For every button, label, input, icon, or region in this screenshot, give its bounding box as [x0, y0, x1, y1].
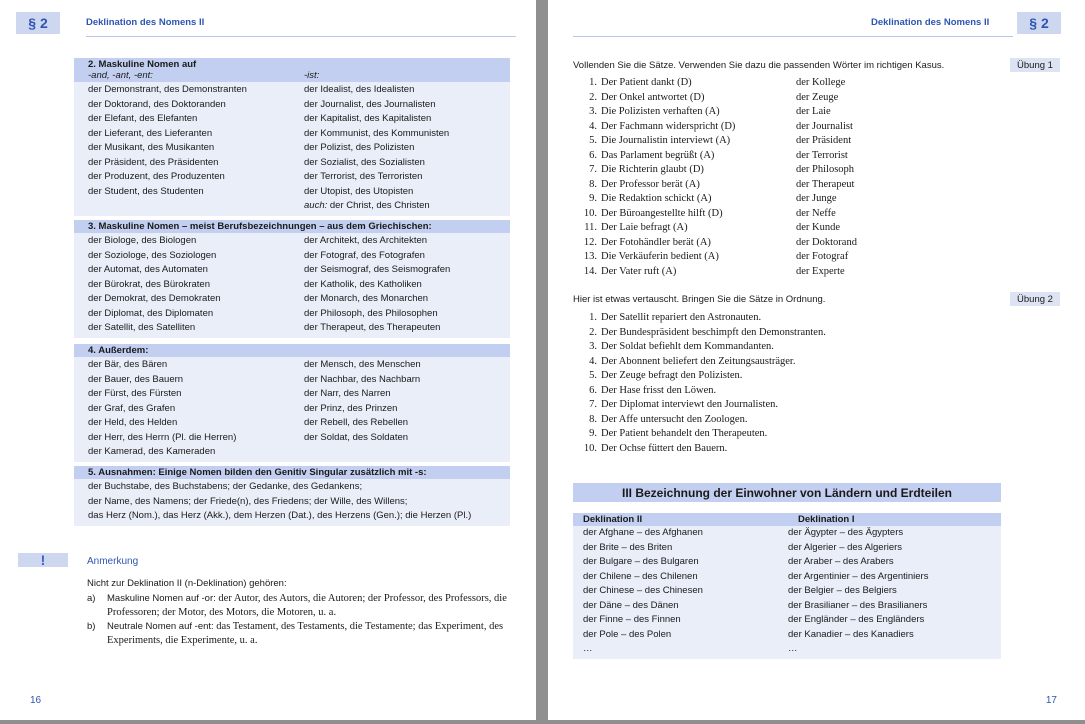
noun-right: der Philosoph, des Philosophen [304, 307, 438, 319]
table-row [573, 628, 1001, 643]
item-number: 11. [584, 222, 597, 233]
noun-left: der Bär, des Bären [88, 359, 168, 370]
noun-right: der Rebell, des Rebellen [304, 417, 409, 428]
item-sentence: Der Abonnent beliefert den Zeitungsausträger. [601, 355, 796, 367]
item-word: der Doktorand [796, 236, 857, 248]
item-word: der Zeuge [796, 91, 839, 103]
exercise-item [573, 413, 1013, 428]
item-number: 4. [589, 355, 597, 367]
noun-row [74, 307, 510, 322]
item-sentence: Die Verkäuferin bedient (A) [601, 251, 719, 262]
noun-row [74, 234, 510, 249]
item-number: 8. [589, 178, 597, 190]
table-row [573, 584, 1001, 599]
item-number: 8. [589, 413, 597, 425]
exercise-item [573, 178, 1013, 193]
item-number: 6. [589, 149, 597, 161]
item-sentence: Der Laie befragt (A) [601, 222, 688, 233]
noun-left: der Lieferant, des Lieferanten [88, 127, 213, 139]
block-greek-professions [74, 220, 510, 338]
item-word: der Experte [796, 265, 845, 277]
noun-right: der Idealist, des Idealisten [304, 84, 415, 95]
item-word: der Journalist [796, 120, 853, 132]
noun-left: der Student, des Studenten [88, 185, 204, 197]
block-body [74, 479, 510, 526]
block-heading [74, 58, 510, 82]
item-sentence: Das Parlament begrüßt (A) [601, 149, 715, 161]
header-rule [573, 36, 1013, 37]
block-heading: 3. Maskuline Nomen – meist Berufsbezeichnungen – aus dem Griechischen: [74, 220, 510, 233]
item-sentence: Die Journalistin interviewt (A) [601, 135, 731, 146]
exception-line: der Name, des Namens; der Friede(n), des Friedens; der Wille, des Willens; [88, 495, 408, 507]
exclamation-icon [18, 553, 68, 567]
exercise-2-instruction: Hier ist etwas vertauscht. Bringen Sie die Sätze in Ordnung. [573, 294, 826, 305]
exercise-item [573, 398, 1013, 413]
table-row [573, 555, 1001, 570]
exercise-item [573, 76, 1013, 91]
noun-left: der Fürst, des Fürsten [88, 388, 182, 399]
exercise-item [573, 236, 1013, 251]
noun-left: der Elefant, des Elefanten [88, 113, 198, 124]
item-sentence: Der Büroangestellte hilft (D) [601, 207, 723, 219]
item-sentence: Der Hase frisst den Löwen. [601, 384, 717, 396]
cell-dekl-2: der Afghane – des Afghanen [583, 527, 703, 538]
item-word: der Neffe [796, 207, 836, 219]
noun-row [74, 321, 510, 336]
noun-row [74, 387, 510, 402]
noun-row [74, 199, 510, 214]
cell-dekl-1: der Engländer – des Engländers [788, 614, 925, 625]
noun-row [74, 358, 510, 373]
noun-left: der Soziologe, des Soziologen [88, 249, 217, 261]
noun-left: der Herr, des Herrn (Pl. die Herren) [88, 431, 237, 443]
item-sentence: Der Diplomat interviewt den Journalisten. [601, 399, 778, 410]
sub-heading-right: -ist: [304, 70, 320, 81]
noun-left: der Präsident, des Präsidenten [88, 156, 219, 168]
exercise-1-label: Übung 1 [1010, 58, 1060, 72]
noun-right: der Polizist, des Polizisten [304, 142, 415, 153]
noun-left: der Satellit, des Satelliten [88, 322, 196, 333]
noun-left: der Musikant, des Musikanten [88, 142, 215, 153]
item-number: 2. [589, 91, 597, 103]
item-number: 12. [583, 236, 597, 248]
noun-row [74, 98, 510, 113]
noun-left: der Diplomat, des Diplomaten [88, 307, 214, 319]
noun-row [74, 249, 510, 264]
item-word: der Therapeut [796, 178, 855, 190]
item-number: 5. [589, 370, 597, 381]
item-number: 1. [589, 77, 597, 88]
noun-right: der Mensch, des Menschen [304, 359, 421, 370]
noun-row [74, 445, 510, 460]
note-item-label: a) [87, 593, 96, 604]
noun-right: der Prinz, des Prinzen [304, 402, 398, 414]
noun-right: der Therapeut, des Therapeuten [304, 322, 441, 333]
item-sentence: Die Richterin glaubt (D) [601, 164, 704, 175]
noun-left: der Doktorand, des Doktoranden [88, 98, 226, 110]
block-body [74, 82, 510, 216]
block-heading: 5. Ausnahmen: Einige Nomen bilden den Genitiv Singular zusätzlich mit -s: [74, 466, 510, 479]
item-sentence: Der Zeuge befragt den Polizisten. [601, 370, 743, 381]
noun-right: der Narr, des Narren [304, 388, 391, 399]
exercise-1-list [573, 76, 1013, 279]
noun-right: der Architekt, des Architekten [304, 235, 428, 246]
block-ausnahmen [74, 466, 510, 526]
cell-dekl-2: der Bulgare – des Bulgaren [583, 556, 699, 567]
item-word: der Philosoph [796, 164, 855, 175]
item-word: der Fotograf [796, 251, 849, 262]
note-item-a [87, 592, 517, 620]
inhabitants-table [573, 513, 1001, 659]
exercise-item [573, 207, 1013, 222]
table-row [573, 526, 1001, 541]
noun-right: der Kapitalist, des Kapitalisten [304, 113, 432, 124]
item-sentence: Der Patient behandelt den Therapeuten. [601, 428, 768, 439]
noun-left: der Produzent, des Produzenten [88, 171, 225, 182]
note-item-label: b) [87, 621, 96, 632]
exercise-item [573, 221, 1013, 236]
exercise-item [573, 192, 1013, 207]
item-word: der Kollege [796, 77, 846, 88]
section-badge: § 2 [1017, 12, 1061, 34]
noun-left: der Bürokrat, des Bürokraten [88, 278, 210, 290]
running-title: Deklination des Nomens II [86, 17, 205, 28]
item-sentence: Der Fachmann widerspricht (D) [601, 120, 736, 132]
table-header [573, 513, 1001, 526]
exercise-item [573, 163, 1013, 178]
noun-row [74, 112, 510, 127]
item-number: 7. [589, 164, 597, 175]
exercise-item [573, 105, 1013, 120]
right-page [548, 0, 1085, 720]
cell-dekl-2: der Brite – des Briten [583, 541, 673, 553]
noun-right: der Nachbar, des Nachbarn [304, 373, 421, 385]
section-badge: § 2 [16, 12, 60, 34]
cell-dekl-2: der Däne – des Dänen [583, 599, 679, 611]
item-number: 10. [583, 207, 597, 219]
item-sentence: Die Polizisten verhaften (A) [601, 106, 720, 117]
noun-right: der Kommunist, des Kommunisten [304, 127, 450, 139]
page-number: 16 [30, 695, 42, 706]
noun-row [74, 156, 510, 171]
noun-left: der Biologe, des Biologen [88, 235, 197, 246]
item-sentence: Der Satellit repariert den Astronauten. [601, 312, 762, 323]
table-row [573, 613, 1001, 628]
noun-row [74, 127, 510, 142]
note-item-b [87, 620, 517, 648]
item-word: der Junge [796, 193, 837, 204]
cell-dekl-1: der Ägypter – des Ägypters [788, 527, 904, 538]
noun-left: der Automat, des Automaten [88, 264, 208, 275]
sub-heading-left: -and, -ant, -ent: [88, 70, 153, 81]
exercise-1-instruction: Vollenden Sie die Sätze. Verwenden Sie dazu die passenden Wörter im richtigen Kasus. [573, 60, 945, 71]
column-header: Deklination II [583, 514, 643, 525]
noun-row [74, 431, 510, 446]
noun-right: der Katholik, des Katholiken [304, 278, 422, 290]
table-body [573, 526, 1001, 659]
cell-dekl-2: der Finne – des Finnen [583, 614, 681, 625]
exercise-item [573, 265, 1013, 280]
noun-right: der Utopist, des Utopisten [304, 185, 414, 197]
block-body [74, 357, 510, 462]
item-number: 9. [589, 193, 597, 204]
noun-right: der Sozialist, des Sozialisten [304, 156, 425, 168]
note-lead: Nicht zur Deklination II (n-Deklination) gehören: [87, 578, 287, 589]
noun-right: der Seismograf, des Seismografen [304, 264, 451, 275]
item-number: 2. [589, 326, 597, 338]
cell-dekl-2: der Pole – des Polen [583, 628, 672, 640]
block-body [74, 233, 510, 338]
exercise-item [573, 91, 1013, 106]
noun-row [74, 83, 510, 98]
noun-right [304, 445, 496, 460]
exercise-2-list [573, 311, 1013, 456]
exercise-item [573, 384, 1013, 399]
exercise-2-label: Übung 2 [1010, 292, 1060, 306]
noun-left: der Demonstrant, des Demonstranten [88, 84, 247, 95]
cell-dekl-1: der Brasilianer – des Brasilianers [788, 599, 928, 611]
running-title: Deklination des Nomens II [871, 17, 990, 28]
table-row [573, 599, 1001, 614]
item-number: 3. [589, 106, 597, 117]
table-row [573, 570, 1001, 585]
left-page [0, 0, 536, 720]
exercise-item [573, 326, 1013, 341]
noun-row [74, 185, 510, 200]
item-number: 13. [583, 251, 597, 262]
noun-row [74, 141, 510, 156]
item-word: der Präsident [796, 135, 852, 146]
item-number: 3. [589, 341, 597, 352]
note-item-key: Neutrale Nomen auf -ent: [107, 621, 214, 632]
cell-dekl-2: der Chilene – des Chilenen [583, 570, 698, 582]
exercise-item [573, 250, 1013, 265]
cell-dekl-1: der Argentinier – des Argentiniers [788, 570, 929, 582]
item-number: 10. [583, 442, 597, 454]
item-number: 1. [589, 312, 597, 323]
item-sentence: Die Redaktion schickt (A) [601, 193, 712, 204]
exercise-item [573, 134, 1013, 149]
note-item-key: Maskuline Nomen auf -or: [107, 593, 216, 604]
section-3-heading: III Bezeichnung der Einwohner von Ländern und Erdteilen [573, 483, 1001, 502]
cell-dekl-1: der Belgier – des Belgiers [788, 585, 897, 596]
noun-right: der Monarch, des Monarchen [304, 293, 429, 304]
cell-dekl-2: der Chinese – des Chinesen [583, 585, 703, 596]
item-sentence: Der Professor berät (A) [601, 178, 700, 190]
noun-left: der Graf, des Grafen [88, 402, 176, 414]
exercise-item [573, 427, 1013, 442]
item-sentence: Der Fotohändler berät (A) [601, 236, 711, 248]
also-text: der Christ, des Christen [327, 200, 430, 211]
note-body [87, 578, 517, 648]
noun-right: der Terrorist, des Terroristen [304, 171, 423, 182]
exercise-item [573, 442, 1013, 457]
cell-dekl-1: … [788, 643, 798, 654]
column-header: Deklination I [798, 514, 855, 525]
cell-dekl-2: … [583, 643, 593, 654]
noun-right: der Journalist, des Journalisten [304, 98, 436, 110]
noun-row [74, 402, 510, 417]
exception-line: der Buchstabe, des Buchstabens; der Gedanke, des Gedankens; [88, 481, 363, 492]
noun-left: der Held, des Helden [88, 417, 178, 428]
item-sentence: Der Vater ruft (A) [601, 265, 677, 277]
also-prefix: auch: [304, 200, 328, 211]
header-rule [86, 36, 516, 37]
exercise-item [573, 311, 1013, 326]
exercise-item [573, 149, 1013, 164]
noun-row [74, 292, 510, 307]
page-number: 17 [1045, 695, 1057, 706]
item-sentence: Der Patient dankt (D) [601, 77, 692, 88]
item-sentence: Der Soldat befiehlt dem Kommandanten. [601, 341, 774, 352]
exclamation-glyph: ! [40, 552, 46, 568]
cell-dekl-1: der Kanadier – des Kanadiers [788, 628, 914, 640]
cell-dekl-1: der Araber – des Arabers [788, 556, 894, 567]
item-word: der Laie [796, 106, 831, 117]
exception-line: das Herz (Nom.), das Herz (Akk.), dem Herzen (Dat.), des Herzens (Gen.); die Herzen (Pl.) [88, 510, 472, 521]
table-row [573, 642, 1001, 657]
note-title: Anmerkung [87, 556, 139, 567]
note-item-text: das Testament, des Testaments, die Testamente; das Experiment, des Experiments, die Experimente, u. a. [107, 621, 504, 646]
block-title: 2. Maskuline Nomen auf [88, 59, 197, 70]
note-item-text: der Autor, des Autors, die Autoren; der Professor, des Professors, die Professoren; der Motor, des Motors, die Motoren, u. a. [107, 593, 507, 618]
item-sentence: Der Onkel antwortet (D) [601, 91, 705, 103]
block-maskuline-and-ant-ent-ist [74, 58, 510, 216]
item-number: 9. [589, 428, 597, 439]
noun-left: der Demokrat, des Demokraten [88, 293, 221, 304]
noun-row [74, 416, 510, 431]
item-number: 4. [589, 120, 597, 132]
noun-row [74, 170, 510, 185]
block-ausserdem [74, 344, 510, 462]
item-number: 5. [589, 135, 597, 146]
noun-row [74, 263, 510, 278]
noun-right: der Soldat, des Soldaten [304, 431, 409, 443]
noun-left: der Kamerad, des Kameraden [88, 446, 216, 457]
exercise-item [573, 340, 1013, 355]
exercise-item [573, 355, 1013, 370]
cell-dekl-1: der Algerier – des Algeriers [788, 541, 903, 553]
item-sentence: Der Ochse füttert den Bauern. [601, 442, 728, 454]
block-heading: 4. Außerdem: [74, 344, 510, 357]
noun-row [74, 278, 510, 293]
item-word: der Terrorist [796, 149, 848, 161]
noun-right: der Fotograf, des Fotografen [304, 249, 425, 261]
item-sentence: Der Bundespräsident beschimpft den Demonstranten. [601, 326, 826, 338]
item-number: 14. [583, 265, 597, 277]
exercise-item [573, 120, 1013, 135]
item-word: der Kunde [796, 222, 841, 233]
noun-row [74, 373, 510, 388]
item-number: 7. [589, 399, 597, 410]
item-number: 6. [589, 384, 597, 396]
exercise-item [573, 369, 1013, 384]
table-row [573, 541, 1001, 556]
noun-left: der Bauer, des Bauern [88, 373, 184, 385]
item-sentence: Der Affe untersucht den Zoologen. [601, 413, 748, 425]
